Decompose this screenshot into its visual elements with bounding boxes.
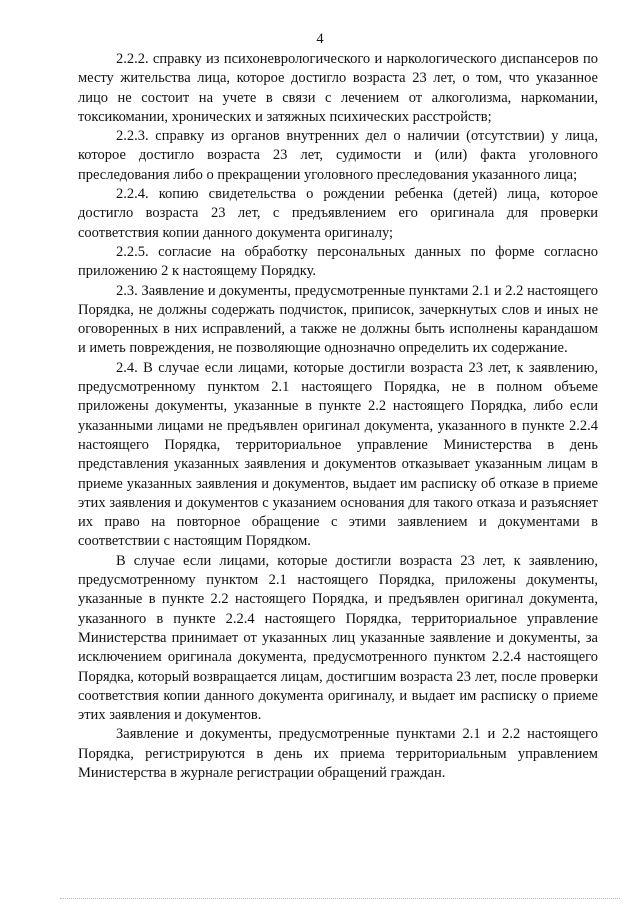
- page-number: 4: [316, 31, 324, 47]
- paragraph-2-4: 2.4. В случае если лицами, которые достигли возраста 23 лет, к заявлению, предусмотренному пунктом 2.1 настоящего Порядка, не в полном объеме приложены документы, указанные в пункте 2.2 настоящего Порядка, либо если указанными лицами не предъявлен оригинал документа, указанного в пункте 2.2.4 настоящего Порядка, территориальное управление Министерства в день представления указанных заявления и документов отказывает указанным лицам в приеме указанных заявления и документов, выдает им расписку об отказе в приеме этих заявления и документов с указанием основания для такого отказа и разъясняет их право на повторное обращение с этими заявлением и документами в соответствии с настоящим Порядком.: [78, 359, 598, 550]
- paragraph-2-2-4: 2.2.4. копию свидетельства о рождении ребенка (детей) лица, которое достигло возраста 23 лет, с предъявлением его оригинала для проверки соответствия копии данного документа оригиналу;: [78, 186, 598, 241]
- paragraph-2-3: 2.3. Заявление и документы, предусмотренные пунктами 2.1 и 2.2 настоящего Порядка, не должны содержать подчисток, приписок, зачеркнутых слов и иных не оговоренных в них исправлений, а также не должны быть исполнены карандашом и иметь повреждения, не позволяющие однозначно определить их содержание.: [78, 282, 598, 357]
- scan-edge-line: [60, 898, 620, 899]
- paragraph-2-2-3: 2.2.3. справку из органов внутренних дел о наличии (отсутствии) у лица, которое достигло возраста 23 лет, судимости и (или) факта уголовного преследования либо о прекращении уголовного преследования указанного лица;: [78, 128, 598, 183]
- paragraph-2-2-2: 2.2.2. справку из психоневрологического и наркологического диспансеров по месту жительства лица, которое достигло возраста 23 лет, о том, что указанное лицо не состоит на учете в связи с лечением от алкоголизма, наркомании, токсикомании, хронических и затяжных психических расстройств;: [78, 51, 598, 125]
- paragraph-2-2-5: 2.2.5. согласие на обработку персональных данных по форме согласно приложению 2 к настоящему Порядку.: [78, 243, 598, 280]
- paragraph-registration: Заявление и документы, предусмотренные пунктами 2.1 и 2.2 настоящего Порядка, регистрируются в день их приема территориальным управлением Министерства в журнале регистрации обращений граждан.: [78, 726, 598, 781]
- paragraph-2-4-continued: В случае если лицами, которые достигли возраста 23 лет, к заявлению, предусмотренному пунктом 2.1 настоящего Порядка, приложены документы, указанные в пункте 2.2 настоящего Порядка, и предъявлен оригинал документа, указанного в пункте 2.2.4 настоящего Порядка, территориальное управление Министерства принимает от указанных лиц указанные заявление и документы, за исключением оригинала документа, предусмотренного пунктом 2.2.4 настоящего Порядка, который возвращается лицам, достигшим возраста 23 лет, после проверки соответствия копии данного документа оригиналу, и выдает им расписку о приеме этих заявления и документов.: [78, 552, 598, 724]
- document-body: [78, 50, 598, 783]
